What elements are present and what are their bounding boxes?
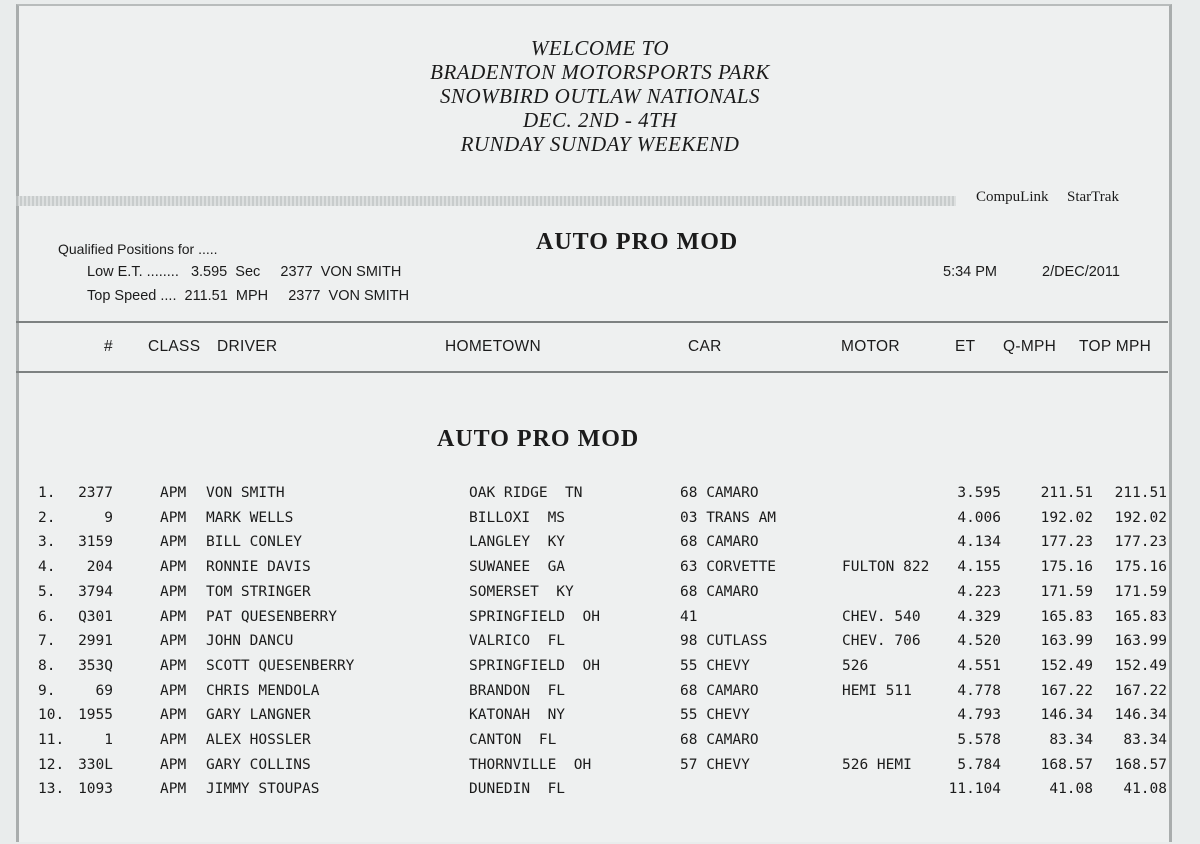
row-car: 68 CAMARO xyxy=(680,485,759,501)
row-car: 55 CHEVY xyxy=(680,657,750,674)
row-qmph: 165.83 xyxy=(1040,608,1093,625)
row-et: 3.595 xyxy=(957,485,1001,501)
welcome-line: SNOWBIRD OUTLAW NATIONALS xyxy=(439,84,761,108)
row-position: 4. xyxy=(38,559,56,576)
row-class: APM xyxy=(160,657,187,674)
row-hometown: LANGLEY KY xyxy=(469,534,566,551)
row-topmph: 165.83 xyxy=(1114,608,1167,625)
col-header-driver: DRIVER xyxy=(217,338,278,355)
row-et: 5.578 xyxy=(957,732,1001,748)
qualified-label: Qualified Positions for ..... xyxy=(58,241,218,257)
row-car-number: 2991 xyxy=(78,633,113,650)
row-car: 68 CAMARO xyxy=(680,534,759,551)
header-band xyxy=(16,196,956,206)
brand-compulink: CompuLink xyxy=(976,189,1049,205)
row-position: 3. xyxy=(38,534,56,551)
row-position: 13. xyxy=(38,781,65,798)
row-hometown: SOMERSET KY xyxy=(469,583,574,600)
row-hometown: BRANDON FL xyxy=(469,682,566,699)
table-row xyxy=(0,510,1200,534)
row-qmph: 83.34 xyxy=(1049,732,1093,748)
row-car: 55 CHEVY xyxy=(680,707,750,724)
row-et: 4.006 xyxy=(957,509,1001,526)
row-topmph: 177.23 xyxy=(1114,534,1167,551)
row-car-number: 2377 xyxy=(78,485,113,501)
row-et: 4.223 xyxy=(957,583,1001,600)
low-et-line: Low E.T. ........ 3.595 Sec 2377 VON SMITH xyxy=(87,264,402,280)
row-car-number: 1093 xyxy=(78,781,113,798)
welcome-line: RUNDAY SUNDAY WEEKEND xyxy=(460,132,740,156)
row-class: APM xyxy=(160,756,187,773)
row-topmph: 167.22 xyxy=(1114,682,1167,699)
row-hometown: CANTON FL xyxy=(469,732,557,748)
row-class: APM xyxy=(160,732,187,748)
table-row xyxy=(0,584,1200,608)
row-qmph: 167.22 xyxy=(1040,682,1093,699)
col-header-qmph: Q-MPH xyxy=(1003,338,1057,355)
row-position: 12. xyxy=(38,756,65,773)
row-hometown: SPRINGFIELD OH xyxy=(469,657,600,674)
table-row xyxy=(0,633,1200,657)
row-topmph: 163.99 xyxy=(1114,633,1167,650)
row-topmph: 211.51 xyxy=(1114,485,1167,501)
row-qmph: 146.34 xyxy=(1040,707,1093,724)
row-position: 1. xyxy=(38,485,56,501)
row-qmph: 168.57 xyxy=(1040,756,1093,773)
row-driver: ALEX HOSSLER xyxy=(206,732,311,748)
row-car: 68 CAMARO xyxy=(680,583,759,600)
row-car-number: 330L xyxy=(78,756,113,773)
col-header-et: ET xyxy=(955,338,976,355)
row-et: 4.778 xyxy=(957,682,1001,699)
col-header-class: CLASS xyxy=(148,338,201,355)
row-topmph: 192.02 xyxy=(1114,509,1167,526)
row-qmph: 41.08 xyxy=(1049,781,1093,798)
table-row xyxy=(0,534,1200,558)
row-driver: GARY LANGNER xyxy=(206,707,311,724)
row-class: APM xyxy=(160,485,187,501)
welcome-line: DEC. 2ND - 4TH xyxy=(522,108,677,132)
row-hometown: SPRINGFIELD OH xyxy=(469,608,600,625)
row-hometown: THORNVILLE OH xyxy=(469,756,592,773)
row-motor: 526 HEMI xyxy=(842,756,912,773)
top-speed-line: Top Speed .... 211.51 MPH 2377 VON SMITH xyxy=(87,288,410,304)
row-class: APM xyxy=(160,682,187,699)
row-et: 4.155 xyxy=(957,559,1001,576)
row-class: APM xyxy=(160,509,187,526)
table-row xyxy=(0,485,1200,509)
row-car: 68 CAMARO xyxy=(680,682,759,699)
table-row xyxy=(0,658,1200,682)
row-motor: 526 xyxy=(842,657,869,674)
row-car-number: 353Q xyxy=(78,657,113,674)
table-row xyxy=(0,683,1200,707)
row-driver: JIMMY STOUPAS xyxy=(206,781,320,798)
row-qmph: 175.16 xyxy=(1040,559,1093,576)
row-position: 9. xyxy=(38,682,56,699)
row-position: 6. xyxy=(38,608,56,625)
row-motor: CHEV. 706 xyxy=(842,633,921,650)
row-car: 57 CHEVY xyxy=(680,756,750,773)
table-row xyxy=(0,732,1200,756)
row-position: 11. xyxy=(38,732,65,748)
row-driver: GARY COLLINS xyxy=(206,756,311,773)
row-car-number: 3159 xyxy=(78,534,113,551)
row-driver: CHRIS MENDOLA xyxy=(206,682,320,699)
row-driver: VON SMITH xyxy=(206,485,285,501)
row-hometown: DUNEDIN FL xyxy=(469,781,566,798)
row-class: APM xyxy=(160,707,187,724)
row-hometown: SUWANEE GA xyxy=(469,559,566,576)
section-title: AUTO PRO MOD xyxy=(437,426,640,452)
row-topmph: 175.16 xyxy=(1114,559,1167,576)
row-qmph: 177.23 xyxy=(1040,534,1093,551)
row-hometown: VALRICO FL xyxy=(469,633,566,650)
row-class: APM xyxy=(160,608,187,625)
row-car: 68 CAMARO xyxy=(680,732,759,748)
row-position: 5. xyxy=(38,583,56,600)
row-driver: MARK WELLS xyxy=(206,509,294,526)
row-motor: FULTON 822 xyxy=(842,559,930,576)
col-header-car: CAR xyxy=(688,338,722,355)
row-hometown: KATONAH NY xyxy=(469,707,566,724)
row-et: 4.520 xyxy=(957,633,1001,650)
row-class: APM xyxy=(160,633,187,650)
report-date: 2/DEC/2011 xyxy=(1042,264,1120,280)
row-motor: CHEV. 540 xyxy=(842,608,921,625)
row-car-number: 204 xyxy=(86,559,113,576)
row-qmph: 211.51 xyxy=(1040,485,1093,501)
row-qmph: 192.02 xyxy=(1040,509,1093,526)
row-car: 41 xyxy=(680,608,698,625)
row-et: 4.793 xyxy=(957,707,1001,724)
row-topmph: 41.08 xyxy=(1123,781,1167,798)
row-et: 4.134 xyxy=(957,534,1001,551)
table-row xyxy=(0,781,1200,805)
divider-bottom xyxy=(16,371,1168,373)
row-car-number: Q301 xyxy=(78,608,113,625)
row-car: 03 TRANS AM xyxy=(680,509,777,526)
col-header-motor: MOTOR xyxy=(841,338,900,355)
row-driver: SCOTT QUESENBERRY xyxy=(206,657,355,674)
row-et: 11.104 xyxy=(948,781,1001,798)
table-row xyxy=(0,609,1200,633)
row-car-number: 1 xyxy=(104,732,113,748)
row-position: 10. xyxy=(38,707,65,724)
welcome-banner xyxy=(0,36,1200,156)
row-qmph: 152.49 xyxy=(1040,657,1093,674)
row-car-number: 3794 xyxy=(78,583,113,600)
row-driver: JOHN DANCU xyxy=(206,633,294,650)
row-car: 63 CORVETTE xyxy=(680,559,777,576)
row-car-number: 69 xyxy=(95,682,113,699)
table-row xyxy=(0,559,1200,583)
row-qmph: 171.59 xyxy=(1040,583,1093,600)
row-class: APM xyxy=(160,583,187,600)
row-motor: HEMI 511 xyxy=(842,682,912,699)
table-row xyxy=(0,707,1200,731)
row-topmph: 83.34 xyxy=(1123,732,1167,748)
row-position: 7. xyxy=(38,633,56,650)
row-topmph: 171.59 xyxy=(1114,583,1167,600)
row-hometown: OAK RIDGE TN xyxy=(469,485,583,501)
row-driver: TOM STRINGER xyxy=(206,583,311,600)
row-hometown: BILLOXI MS xyxy=(469,509,566,526)
row-car-number: 1955 xyxy=(78,707,113,724)
row-et: 4.329 xyxy=(957,608,1001,625)
row-class: APM xyxy=(160,559,187,576)
report-time: 5:34 PM xyxy=(943,264,997,280)
row-topmph: 152.49 xyxy=(1114,657,1167,674)
welcome-line: WELCOME TO xyxy=(530,36,670,60)
row-position: 2. xyxy=(38,509,56,526)
welcome-line: BRADENTON MOTORSPORTS PARK xyxy=(430,60,770,84)
row-topmph: 168.57 xyxy=(1114,756,1167,773)
row-position: 8. xyxy=(38,657,56,674)
row-driver: RONNIE DAVIS xyxy=(206,559,311,576)
row-class: APM xyxy=(160,534,187,551)
col-header-topmph: TOP MPH xyxy=(1079,338,1152,355)
col-header-hometown: HOMETOWN xyxy=(445,338,541,355)
brand-startrak: StarTrak xyxy=(1067,189,1119,205)
table-row xyxy=(0,757,1200,781)
class-title: AUTO PRO MOD xyxy=(536,229,739,255)
col-header-num: # xyxy=(104,338,113,355)
row-car-number: 9 xyxy=(104,509,113,526)
row-class: APM xyxy=(160,781,187,798)
row-topmph: 146.34 xyxy=(1114,707,1167,724)
row-et: 4.551 xyxy=(957,657,1001,674)
row-qmph: 163.99 xyxy=(1040,633,1093,650)
row-et: 5.784 xyxy=(957,756,1001,773)
row-car: 98 CUTLASS xyxy=(680,633,768,650)
row-driver: BILL CONLEY xyxy=(206,534,303,551)
row-driver: PAT QUESENBERRY xyxy=(206,608,337,625)
divider-top xyxy=(16,321,1168,323)
